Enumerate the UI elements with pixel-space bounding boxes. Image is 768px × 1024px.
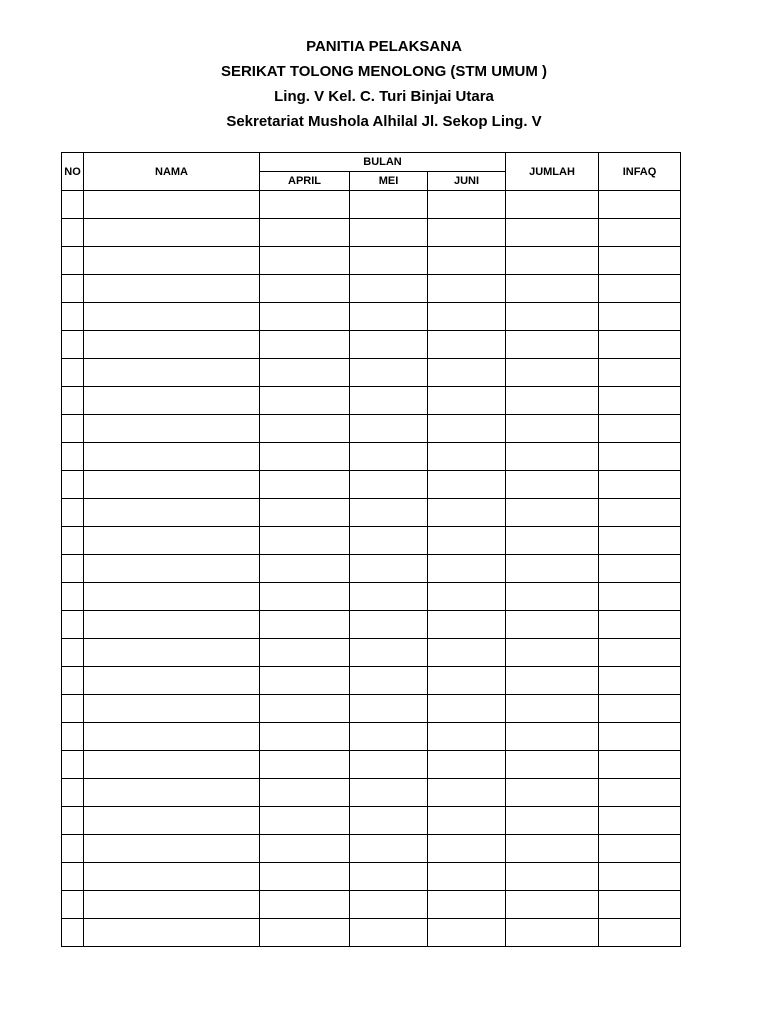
table-cell — [84, 583, 260, 611]
table-cell — [428, 415, 506, 443]
column-header-april: APRIL — [260, 172, 350, 191]
table-cell — [599, 723, 681, 751]
table-cell — [428, 303, 506, 331]
table-cell — [84, 779, 260, 807]
column-header-bulan: BULAN — [260, 153, 506, 172]
table-cell — [62, 359, 84, 387]
table-cell — [260, 751, 350, 779]
table-cell — [599, 247, 681, 275]
table-cell — [506, 275, 599, 303]
table-cell — [428, 555, 506, 583]
table-cell — [506, 443, 599, 471]
table-row — [62, 863, 681, 891]
table-cell — [506, 555, 599, 583]
table-cell — [84, 807, 260, 835]
table-cell — [84, 667, 260, 695]
table-row — [62, 499, 681, 527]
table-cell — [62, 639, 84, 667]
table-cell — [84, 835, 260, 863]
table-cell — [260, 415, 350, 443]
table-cell — [506, 583, 599, 611]
table-cell — [84, 555, 260, 583]
table-cell — [62, 555, 84, 583]
table-cell — [599, 583, 681, 611]
table-cell — [506, 359, 599, 387]
table-cell — [599, 527, 681, 555]
table-cell — [350, 387, 428, 415]
table-row — [62, 527, 681, 555]
table-cell — [84, 471, 260, 499]
table-cell — [428, 331, 506, 359]
table-cell — [350, 891, 428, 919]
column-header-juni: JUNI — [428, 172, 506, 191]
column-header-infaq: INFAQ — [599, 153, 681, 191]
table-cell — [62, 387, 84, 415]
table-cell — [599, 919, 681, 947]
table-cell — [62, 695, 84, 723]
table-cell — [506, 779, 599, 807]
column-header-nama: NAMA — [84, 153, 260, 191]
table-cell — [428, 891, 506, 919]
table-cell — [84, 527, 260, 555]
table-cell — [260, 555, 350, 583]
table-cell — [62, 303, 84, 331]
table-cell — [506, 499, 599, 527]
table-cell — [84, 331, 260, 359]
table-cell — [62, 863, 84, 891]
table-cell — [428, 835, 506, 863]
table-cell — [350, 359, 428, 387]
table-cell — [260, 527, 350, 555]
table-cell — [599, 359, 681, 387]
table-cell — [62, 527, 84, 555]
table-cell — [84, 695, 260, 723]
table-cell — [84, 415, 260, 443]
table-cell — [506, 387, 599, 415]
table-cell — [62, 919, 84, 947]
table-cell — [84, 219, 260, 247]
table-cell — [599, 555, 681, 583]
table-cell — [62, 611, 84, 639]
table-cell — [506, 723, 599, 751]
table-cell — [428, 443, 506, 471]
table-cell — [62, 275, 84, 303]
table-cell — [350, 499, 428, 527]
table-cell — [260, 219, 350, 247]
table-cell — [350, 303, 428, 331]
table-cell — [62, 835, 84, 863]
table-cell — [599, 807, 681, 835]
table-cell — [84, 863, 260, 891]
column-header-jumlah: JUMLAH — [506, 153, 599, 191]
table-cell — [428, 275, 506, 303]
table-cell — [599, 751, 681, 779]
table-cell — [506, 919, 599, 947]
table-row — [62, 219, 681, 247]
table-cell — [260, 443, 350, 471]
table-cell — [428, 667, 506, 695]
table-cell — [62, 499, 84, 527]
table-cell — [62, 415, 84, 443]
table-cell — [599, 611, 681, 639]
table-cell — [599, 667, 681, 695]
table-cell — [260, 303, 350, 331]
table-cell — [62, 471, 84, 499]
table-cell — [260, 863, 350, 891]
table-cell — [62, 191, 84, 219]
table-cell — [428, 191, 506, 219]
table-cell — [428, 499, 506, 527]
table-cell — [506, 639, 599, 667]
table-row — [62, 779, 681, 807]
table-cell — [260, 807, 350, 835]
table-cell — [350, 191, 428, 219]
table-row — [62, 919, 681, 947]
table-cell — [84, 919, 260, 947]
table-cell — [350, 611, 428, 639]
committee-title: PANITIA PELAKSANA — [306, 38, 462, 55]
table-cell — [260, 611, 350, 639]
table-cell — [599, 387, 681, 415]
table-cell — [506, 863, 599, 891]
table-cell — [84, 891, 260, 919]
table-cell — [599, 863, 681, 891]
table-cell — [428, 639, 506, 667]
table-cell — [428, 863, 506, 891]
table-cell — [62, 331, 84, 359]
table-cell — [84, 191, 260, 219]
table-cell — [350, 247, 428, 275]
table-cell — [350, 331, 428, 359]
table-cell — [260, 639, 350, 667]
table-cell — [84, 611, 260, 639]
document-header — [0, 36, 768, 136]
table-row — [62, 415, 681, 443]
table-cell — [260, 583, 350, 611]
table-cell — [506, 891, 599, 919]
table-cell — [599, 415, 681, 443]
table-cell — [506, 191, 599, 219]
table-cell — [350, 667, 428, 695]
table-cell — [506, 807, 599, 835]
table-cell — [428, 723, 506, 751]
table-cell — [260, 499, 350, 527]
member-payment-table — [61, 152, 681, 947]
table-row — [62, 611, 681, 639]
table-cell — [350, 471, 428, 499]
table-cell — [599, 835, 681, 863]
table-cell — [260, 191, 350, 219]
table-cell — [506, 415, 599, 443]
table-cell — [599, 303, 681, 331]
table-cell — [260, 723, 350, 751]
table-cell — [350, 443, 428, 471]
table-cell — [84, 387, 260, 415]
table-cell — [350, 807, 428, 835]
table-row — [62, 583, 681, 611]
table-cell — [62, 807, 84, 835]
table-cell — [350, 583, 428, 611]
table-cell — [260, 891, 350, 919]
table-cell — [428, 359, 506, 387]
table-cell — [428, 807, 506, 835]
table-row — [62, 891, 681, 919]
table-cell — [428, 919, 506, 947]
table-cell — [428, 527, 506, 555]
table-cell — [350, 723, 428, 751]
table-cell — [350, 639, 428, 667]
table-header-row — [62, 153, 681, 172]
table-cell — [350, 275, 428, 303]
table-row — [62, 639, 681, 667]
table-row — [62, 331, 681, 359]
table-cell — [599, 443, 681, 471]
table-cell — [62, 443, 84, 471]
table-row — [62, 387, 681, 415]
table-cell — [506, 331, 599, 359]
table-cell — [428, 583, 506, 611]
table-cell — [84, 247, 260, 275]
table-row — [62, 555, 681, 583]
table-row — [62, 807, 681, 835]
table-row — [62, 723, 681, 751]
table-row — [62, 359, 681, 387]
table-cell — [62, 667, 84, 695]
table-cell — [506, 303, 599, 331]
table-cell — [350, 415, 428, 443]
table-cell — [506, 247, 599, 275]
table-cell — [506, 611, 599, 639]
table-cell — [506, 219, 599, 247]
table-cell — [84, 639, 260, 667]
table-row — [62, 191, 681, 219]
table-cell — [350, 835, 428, 863]
table-cell — [350, 919, 428, 947]
table-cell — [260, 835, 350, 863]
table-cell — [599, 219, 681, 247]
table-cell — [599, 331, 681, 359]
table-cell — [599, 779, 681, 807]
table-cell — [260, 779, 350, 807]
table-cell — [506, 751, 599, 779]
table-cell — [428, 387, 506, 415]
table-body — [62, 191, 681, 947]
table-cell — [599, 695, 681, 723]
table-row — [62, 667, 681, 695]
table-cell — [260, 695, 350, 723]
table-cell — [62, 723, 84, 751]
column-header-mei: MEI — [350, 172, 428, 191]
table-cell — [599, 891, 681, 919]
table-cell — [260, 331, 350, 359]
table-cell — [350, 863, 428, 891]
table-cell — [84, 443, 260, 471]
table-cell — [350, 751, 428, 779]
table-cell — [260, 667, 350, 695]
table-cell — [350, 527, 428, 555]
table-cell — [62, 891, 84, 919]
table-cell — [428, 611, 506, 639]
table-cell — [350, 219, 428, 247]
table-row — [62, 751, 681, 779]
table-cell — [428, 751, 506, 779]
column-header-no: NO — [62, 153, 84, 191]
table-cell — [350, 555, 428, 583]
table-cell — [84, 303, 260, 331]
table-cell — [599, 191, 681, 219]
table-cell — [62, 779, 84, 807]
table-cell — [260, 359, 350, 387]
table-cell — [506, 695, 599, 723]
table-cell — [260, 471, 350, 499]
table-cell — [350, 779, 428, 807]
table-cell — [506, 527, 599, 555]
table-cell — [428, 779, 506, 807]
table-cell — [260, 919, 350, 947]
table-cell — [350, 695, 428, 723]
table-cell — [84, 751, 260, 779]
table-row — [62, 275, 681, 303]
table-row — [62, 247, 681, 275]
table-cell — [599, 639, 681, 667]
organization-name: SERIKAT TOLONG MENOLONG (STM UMUM ) — [220, 63, 548, 80]
table-cell — [506, 471, 599, 499]
table-row — [62, 471, 681, 499]
table-cell — [260, 387, 350, 415]
table-cell — [599, 275, 681, 303]
table-cell — [62, 583, 84, 611]
table-cell — [84, 275, 260, 303]
table-row — [62, 835, 681, 863]
table-cell — [260, 275, 350, 303]
table-cell — [62, 219, 84, 247]
table-cell — [428, 695, 506, 723]
table-cell — [428, 219, 506, 247]
table-cell — [506, 835, 599, 863]
table-cell — [260, 247, 350, 275]
address-line: Ling. V Kel. C. Turi Binjai Utara — [274, 88, 494, 105]
table-row — [62, 443, 681, 471]
table-cell — [506, 667, 599, 695]
secretariat-line: Sekretariat Mushola Alhilal Jl. Sekop Ling. V — [226, 113, 542, 130]
table-cell — [62, 247, 84, 275]
table-cell — [599, 471, 681, 499]
table-cell — [428, 247, 506, 275]
table-cell — [599, 499, 681, 527]
table-cell — [62, 751, 84, 779]
table-row — [62, 303, 681, 331]
table-cell — [84, 499, 260, 527]
table-row — [62, 695, 681, 723]
table-cell — [84, 359, 260, 387]
table-cell — [84, 723, 260, 751]
table-cell — [428, 471, 506, 499]
